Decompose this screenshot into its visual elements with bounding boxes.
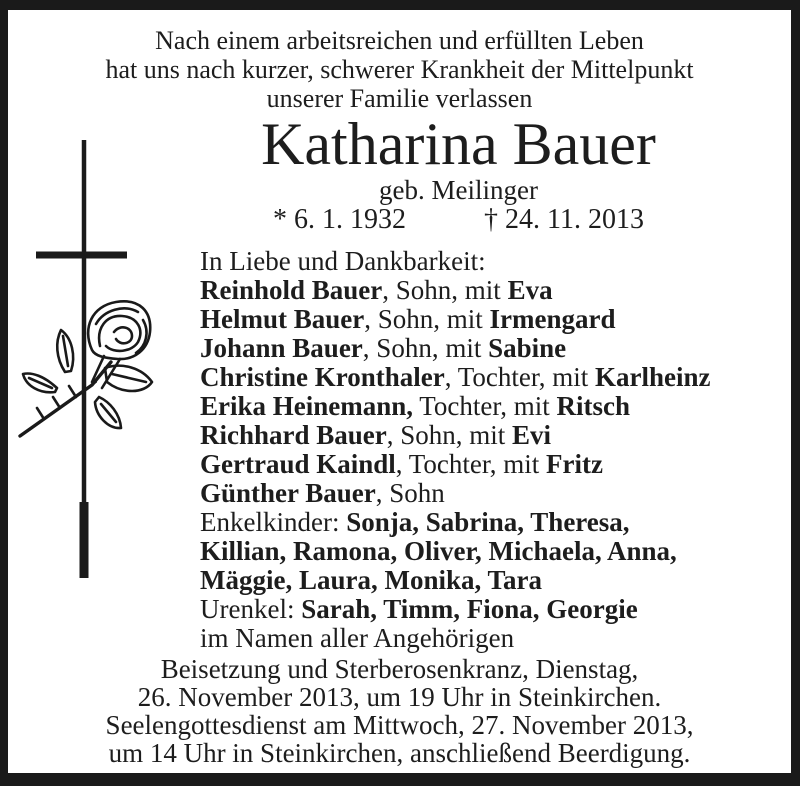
funeral-block <box>8 655 791 767</box>
funeral-line: Seelengottesdienst am Mittwoch, 27. November 2013, <box>105 710 694 740</box>
header-block <box>8 113 791 235</box>
family-line <box>200 305 791 334</box>
intro-line: Nach einem arbeitsreichen und erfüllten Leben <box>155 26 644 55</box>
person-name: Reinhold Bauer <box>200 275 383 305</box>
family-line <box>200 363 791 392</box>
death-date: † 24. 11. 2013 <box>484 204 644 235</box>
person-name: Ritsch <box>556 391 631 421</box>
intro-line: hat uns nach kurzer, schwerer Krankheit der Mittelpunkt <box>105 55 694 84</box>
person-name: Christine Kronthaler <box>200 362 445 392</box>
person-name: Mäggie, Laura, Monika, Tara <box>200 565 543 595</box>
relation-text: , Sohn, mit <box>386 420 513 450</box>
relation-text: In Liebe und Dankbarkeit: <box>200 246 486 276</box>
relation-text: Urenkel: <box>200 594 302 624</box>
relation-text: , Tochter, mit <box>395 449 547 479</box>
dates-line <box>126 205 791 235</box>
person-name: Sonja, Sabrina, Theresa, <box>346 507 630 537</box>
maiden-name: geb. Meilinger <box>379 175 538 205</box>
family-line <box>200 247 791 276</box>
relation-text: , Tochter, mit <box>444 362 596 392</box>
relation-text: Tochter, mit <box>413 391 557 421</box>
funeral-line: um 14 Uhr in Steinkirchen, anschließend Beerdigung. <box>108 738 691 768</box>
funeral-line: 26. November 2013, um 19 Uhr in Steinkirchen. <box>137 682 662 712</box>
person-name: Karlheinz <box>595 362 711 392</box>
person-name: Fritz <box>546 449 603 479</box>
relation-text: , Sohn, mit <box>364 304 490 334</box>
relation-text: Enkelkinder: <box>200 507 347 537</box>
person-name: Gertraud Kaindl <box>200 449 396 479</box>
funeral-line: Beisetzung und Sterberosenkranz, Dienstag, <box>160 654 639 684</box>
family-line <box>200 334 791 363</box>
family-line <box>200 595 791 624</box>
family-line <box>200 479 791 508</box>
person-name: Sarah, Timm, Fiona, Georgie <box>301 594 638 624</box>
deceased-name: Katharina Bauer <box>261 111 656 177</box>
person-name: Eva <box>507 275 553 305</box>
family-line <box>200 276 791 305</box>
intro-block <box>8 10 791 113</box>
family-block <box>200 247 791 653</box>
birth-date: * 6. 1. 1932 <box>273 204 407 235</box>
person-name: Erika Heinemann, <box>200 391 414 421</box>
person-name: Evi <box>512 420 552 450</box>
rose-icon <box>20 301 152 436</box>
person-name: Günther Bauer <box>200 478 376 508</box>
family-line <box>200 450 791 479</box>
family-line <box>200 508 791 537</box>
family-line <box>200 421 791 450</box>
person-name: Irmengard <box>489 304 616 334</box>
person-name: Sabine <box>488 333 567 363</box>
family-line <box>200 392 791 421</box>
relation-text: , Sohn, mit <box>382 275 508 305</box>
person-name: Johann Bauer <box>200 333 363 363</box>
person-name: Killian, Ramona, Oliver, Michaela, Anna, <box>200 536 677 566</box>
family-line <box>200 624 791 653</box>
family-line <box>200 566 791 595</box>
relation-text: , Sohn, mit <box>362 333 489 363</box>
person-name: Helmut Bauer <box>200 304 365 334</box>
relation-text: im Namen aller Angehörigen <box>200 623 515 653</box>
intro-line: unserer Familie verlassen <box>266 84 533 113</box>
relation-text: , Sohn <box>375 478 445 508</box>
family-line <box>200 537 791 566</box>
person-name: Richhard Bauer <box>200 420 387 450</box>
